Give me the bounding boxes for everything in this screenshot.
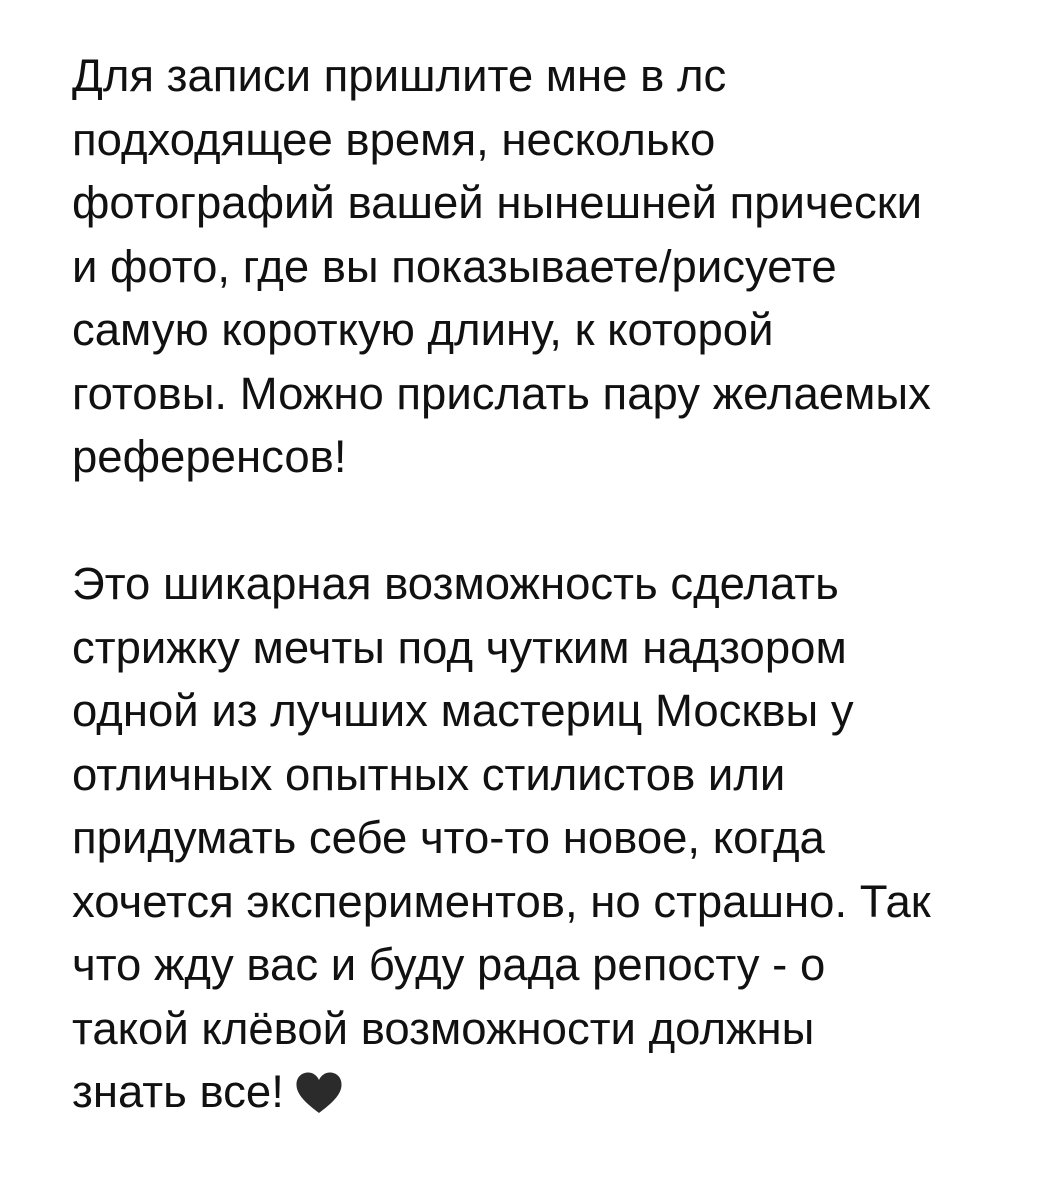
paragraph-booking-instructions (72, 44, 1032, 489)
note-text (72, 44, 1032, 1124)
text-line: готовы. Можно прислать пару желаемых (72, 367, 931, 419)
text-line: что жду вас и буду рада репосту - о (72, 939, 826, 990)
text-line: подходящее время, несколько (72, 113, 716, 165)
black-heart-icon (294, 1068, 344, 1112)
text-line: референсов! (72, 431, 347, 482)
text-line: хочется экспериментов, но страшно. Так (72, 875, 931, 927)
text-line: самую короткую длину, к которой (72, 304, 774, 355)
text-line: стрижку мечты под чутким надзором (72, 621, 847, 673)
text-line-last (72, 1060, 1032, 1124)
text-line: такой клёвой возможности должны (72, 1002, 815, 1054)
text-line: отличных опытных стилистов или (72, 748, 786, 800)
text-line: Это шикарная возможность сделать (72, 558, 839, 609)
text-line: фотографий вашей нынешней прически (72, 177, 923, 228)
text-line-last-text: знать все! (72, 1066, 284, 1117)
text-line: Для записи пришлите мне в лс (72, 50, 727, 101)
text-line: одной из лучших мастериц Москвы у (72, 685, 854, 736)
text-line: придумать себе что-то новое, когда (72, 812, 825, 863)
text-line: и фото, где вы показываете/рисуете (72, 240, 837, 292)
paragraph-invitation (72, 552, 1032, 1124)
